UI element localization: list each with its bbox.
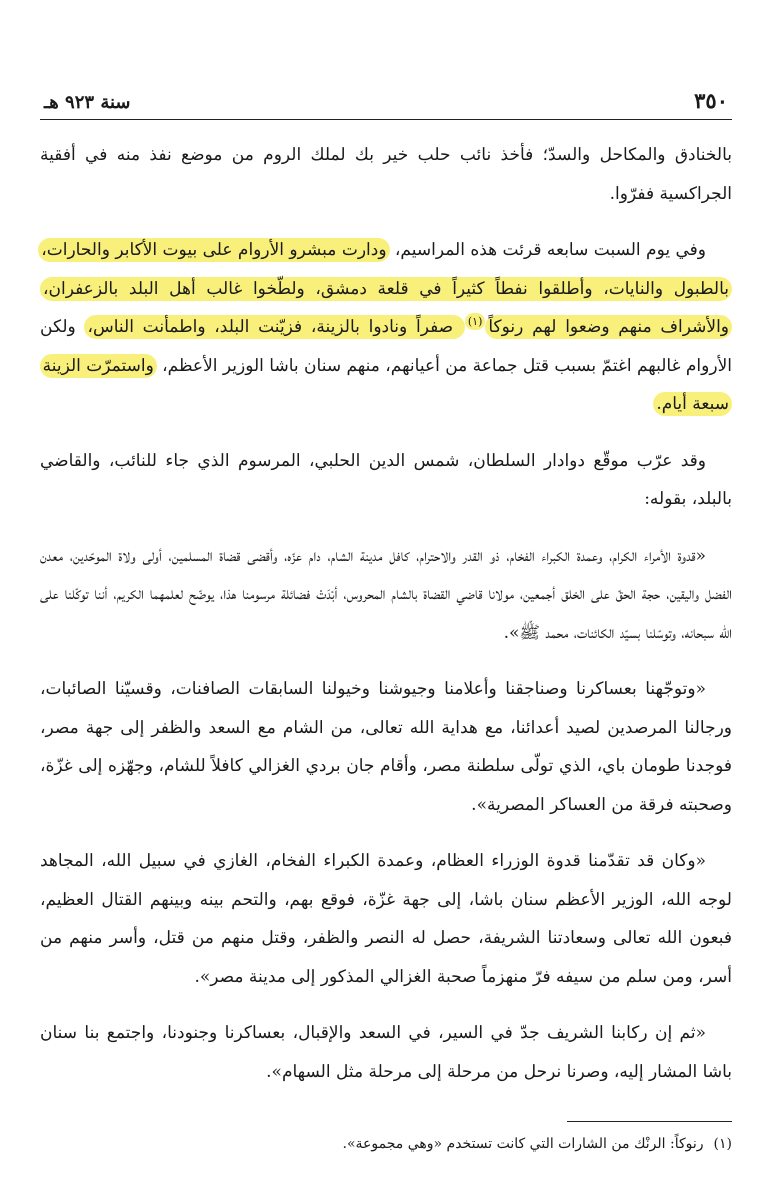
paragraph-1: بالخنادق والمكاحل والسدّ؛ فأخذ نائب حلب خير بك لملك الروم من موضع نفذ منه في أفقية الجراكسية ففرّوا.	[40, 145, 732, 204]
page-number: ٣٥٠	[694, 88, 728, 113]
page-header	[40, 88, 732, 120]
paragraph-5: «وتوجّهنا بعساكرنا وصناجقنا وأعلامنا وجيوشنا وخيولنا السابقات الصافنات، وقسيّنا الصائبات، ورجالنا المرصدين لصيد أعدائنا، مع هداية الله تعالى، من الشام مع السعد والظفر إلى جهة مصر، فوجدنا طومان باي، الذي تولّى سلطنة مصر، وأقام جان بردي الغزالي كافلاً للشام، وجهّزه إلى غزّة، وصحبته فرقة من العساكر المصرية».	[40, 679, 732, 815]
footnote-text: رنوكاً: الرنْك من الشارات التي كانت تستخدم «وهي مجموعة».	[342, 1136, 704, 1152]
highlighted-passage-1: ودارت مبشرو الأروام على بيوت الأكابر والحارات، بالطبول والنايات، وأطلقوا نفطاً كثيراً في قلعة دمشق، ولطّخوا غالب أهل البلد بالزعفران، والأشراف منهم وضعوا لهم رنوكاً	[38, 238, 732, 339]
paragraph-2-text-before: وفي يوم السبت سابعه قرئت هذه المراسيم،	[389, 240, 706, 260]
paragraph-3: وقد عرّب موقّع دوادار السلطان، شمس الدين الحلبي، المرسوم الذي جاء للنائب، والقاضي بالبلد، بقوله:	[40, 450, 732, 509]
year-heading: سنة ٩٢٣ هـ	[44, 92, 131, 113]
paragraph-2-text-middle: ولكن الأروام غالبهم اغتمّ بسبب قتل جماعة من أعيانهم، منهم سنان باشا الوزير الأعظم،	[40, 317, 732, 376]
paragraph-2	[40, 231, 732, 424]
footnote	[40, 1132, 732, 1156]
paragraph-6: «وكان قد تقدّمنا قدوة الوزراء العظام، وعمدة الكبراء الفخام، الغازي في سبيل الله، المجاهد لوجه الله، الوزير الأعظم سنان باشا، إلى جهة غزّة، فوقع بهم، والتحم بينه وبينهم القتال العظيم، فبعون الله تعالى وسعادتنا الشريفة، حصل له النصر والظفر، وقتل منهم من قتل، وأسر منهم من أسر، ومن سلم من سيفه فرّ منهزماً صحبة الغزالي المذكور إلى مدينة مصر».	[40, 851, 732, 987]
footnote-divider	[567, 1121, 732, 1122]
highlighted-passage-2: صفراً ونادوا بالزينة، فزيّنت البلد، واطمأنت الناس،	[84, 315, 464, 339]
paragraph-4: «قدوة الأمراء الكرام، وعمدة الكبراء الفخام، ذو القدر والاحترام، كافل مدينة الشام، دام عزّه، وأقضى قضاة المسلمين، أولى ولاة الموحّدين، معدن الفضل واليقين، حجة الحقّ على الخلق أجمعين، مولانا قاضي القضاة بالشام المحروس، أبْدَتْ فضائلة مرسومنا هذا، يوضّح لعلمهما الكريم، أننا توكّلنا على الله سبحانه، وتوسّلنا بسيّد الكائنات، محمد ﷺ».	[40, 545, 732, 643]
highlighted-passage-3: واستمرّت الزينة سبعة أيام.	[40, 354, 732, 417]
footnote-label: (١)	[713, 1136, 732, 1152]
paragraph-7: «ثم إن ركابنا الشريف جدّ في السير، في السعد والإقبال، بعساكرنا وجنودنا، واجتمع بنا سنان باشا المشار إليه، وصرنا نرحل من مرحلة إلى مرحلة مثل السهام».	[40, 1023, 732, 1082]
footnote-reference[interactable]: (١)	[465, 313, 486, 330]
